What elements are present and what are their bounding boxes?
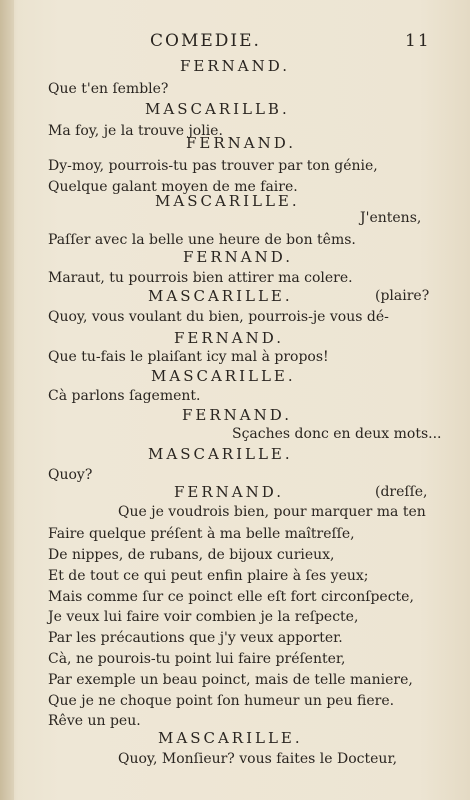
verse-line: Ma foy, je la trouve jolie. [48,123,223,139]
verse-line: Cà parlons ſagement. [48,388,201,404]
verse-line: Quoy, vous voulant du bien, pourrois-je vous dé- [48,309,389,325]
verse-line: Je veux lui faire voir combien je la reſpecte, [48,609,359,625]
verse-line: Paſſer avec la belle une heure de bon têms. [48,232,356,248]
speaker-name: FERNAND. [186,134,296,152]
speaker-name: MASCARILLE. [148,287,293,305]
verse-line: De nippes, de rubans, de bijoux curieux, [48,547,335,563]
verse-line: Sçaches donc en deux mots... [232,426,442,442]
speaker-name: MASCARILLE. [158,729,303,747]
verse-line: Et de tout ce qui peut enfin plaire à ſes yeux; [48,568,369,584]
verse-line: (dreſſe, [375,484,428,500]
verse-line: Cà, ne pourois-tu point lui faire préſenter, [48,651,346,667]
verse-line: Rêve un peu. [48,713,141,729]
speaker-name: MASCARILLE. [151,367,296,385]
page-number: 11 [405,31,431,51]
verse-line: Que je ne choque point ſon humeur un peu fiere. [48,693,395,709]
running-title: COMEDIE. [150,31,261,51]
verse-line: Dy-moy, pourrois-tu pas trouver par ton génie, [48,158,378,174]
speaker-name: FERNAND. [182,406,292,424]
verse-line: Par exemple un beau poinct, mais de telle maniere, [48,672,413,688]
verse-line: Mais comme ſur ce poinct elle eſt fort circonſpecte, [48,589,414,605]
speaker-name: MASCARILLE. [155,192,300,210]
verse-line: Faire quelque préſent à ma belle maîtreſſe, [48,526,355,542]
book-gutter [0,0,14,800]
speaker-name: FERNAND. [183,248,293,266]
verse-line: Que t'en ſemble? [48,81,169,97]
speaker-name: MASCARILLE. [148,445,293,463]
verse-line: Quoy? [48,467,93,483]
verse-line: Quelque galant moyen de me faire. [48,179,298,195]
verse-line: Par les précautions que j'y veux apporter. [48,630,343,646]
verse-line: J'entens, [360,210,422,226]
verse-line: (plaire? [375,288,430,304]
speaker-name: FERNAND. [180,57,290,75]
speaker-name: FERNAND. [174,483,284,501]
verse-line: Quoy, Monſieur? vous faites le Docteur, [118,751,398,767]
verse-line: Maraut, tu pourrois bien attirer ma colere. [48,270,353,286]
verse-line: Que tu-fais le plaiſant icy mal à propos! [48,349,329,365]
speaker-name: FERNAND. [174,329,284,347]
speaker-name: MASCARILLB. [145,100,290,118]
verse-line: Que je voudrois bien, pour marquer ma ten [118,504,426,520]
